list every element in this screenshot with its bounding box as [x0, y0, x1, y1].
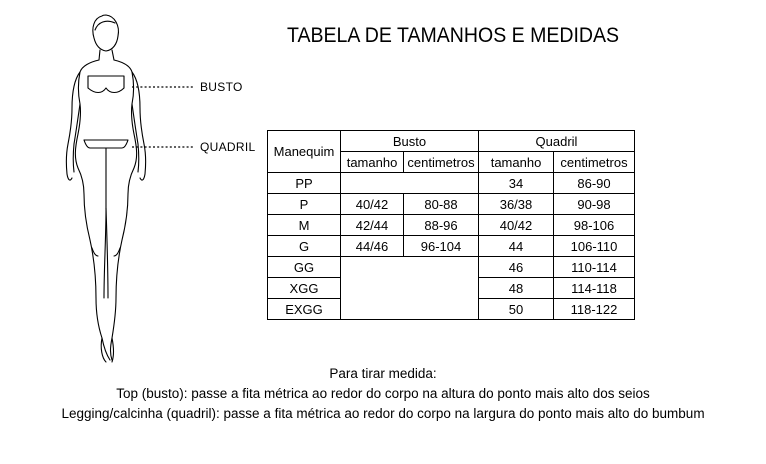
subheader-bust-size: tamanho	[341, 152, 404, 173]
cell-hip-size: 36/38	[479, 194, 554, 215]
cell-hip-cm: 114-118	[554, 278, 635, 299]
figure-bust-band	[88, 76, 124, 88]
table-row	[268, 194, 635, 215]
cell-hip-cm: 98-106	[554, 215, 635, 236]
header-quadril: Quadril	[479, 131, 635, 152]
page-title: TABELA DE TAMANHOS E MEDIDAS	[287, 24, 620, 47]
bust-label: BUSTO	[200, 80, 243, 94]
cell-hip-size: 48	[479, 278, 554, 299]
cell-hip-size: 50	[479, 299, 554, 320]
cell-bust-empty	[341, 173, 479, 194]
cell-size: M	[268, 215, 341, 236]
cell-hip-cm: 106-110	[554, 236, 635, 257]
figure-head	[93, 15, 119, 51]
instructions-top: Top (busto): passe a fita métrica ao redor do corpo na altura do ponto mais alto dos seios	[116, 386, 650, 401]
cell-size: P	[268, 194, 341, 215]
table-row	[268, 173, 635, 194]
figure-left-side	[75, 60, 110, 360]
table-row	[268, 236, 635, 257]
header-manequim: Manequim	[268, 131, 341, 173]
figure-hip-band	[84, 140, 128, 148]
header-busto: Busto	[341, 131, 479, 152]
cell-size: EXGG	[268, 299, 341, 320]
cell-hip-size: 40/42	[479, 215, 554, 236]
cell-hip-cm: 118-122	[554, 299, 635, 320]
size-table	[267, 130, 635, 320]
table-row	[268, 257, 635, 278]
cell-hip-size: 34	[479, 173, 554, 194]
cell-bust-cm: 80-88	[404, 194, 479, 215]
body-outline-illustration	[40, 8, 260, 368]
measurement-instructions	[0, 364, 766, 424]
cell-size: XGG	[268, 278, 341, 299]
cell-bust-empty	[341, 257, 479, 320]
instructions-legging: Legging/calcinha (quadril): passe a fita métrica ao redor do corpo na largura do ponto mais alto do bumbum	[61, 406, 705, 421]
instructions-heading: Para tirar medida:	[329, 366, 437, 381]
table-row	[268, 215, 635, 236]
cell-bust-size: 44/46	[341, 236, 404, 257]
cell-bust-size: 40/42	[341, 194, 404, 215]
cell-hip-cm: 90-98	[554, 194, 635, 215]
subheader-hip-cm: centimetros	[554, 152, 635, 173]
cell-bust-size: 42/44	[341, 215, 404, 236]
figure-right-side	[111, 60, 137, 360]
cell-size: GG	[268, 257, 341, 278]
cell-hip-size: 44	[479, 236, 554, 257]
cell-hip-cm: 86-90	[554, 173, 635, 194]
cell-hip-size: 46	[479, 257, 554, 278]
subheader-bust-cm: centimetros	[404, 152, 479, 173]
table-header-row	[268, 131, 635, 152]
subheader-hip-size: tamanho	[479, 152, 554, 173]
cell-bust-cm: 96-104	[404, 236, 479, 257]
cell-hip-cm: 110-114	[554, 257, 635, 278]
hip-label: QUADRIL	[200, 140, 256, 154]
cell-size: G	[268, 236, 341, 257]
cell-bust-cm: 88-96	[404, 215, 479, 236]
cell-size: PP	[268, 173, 341, 194]
